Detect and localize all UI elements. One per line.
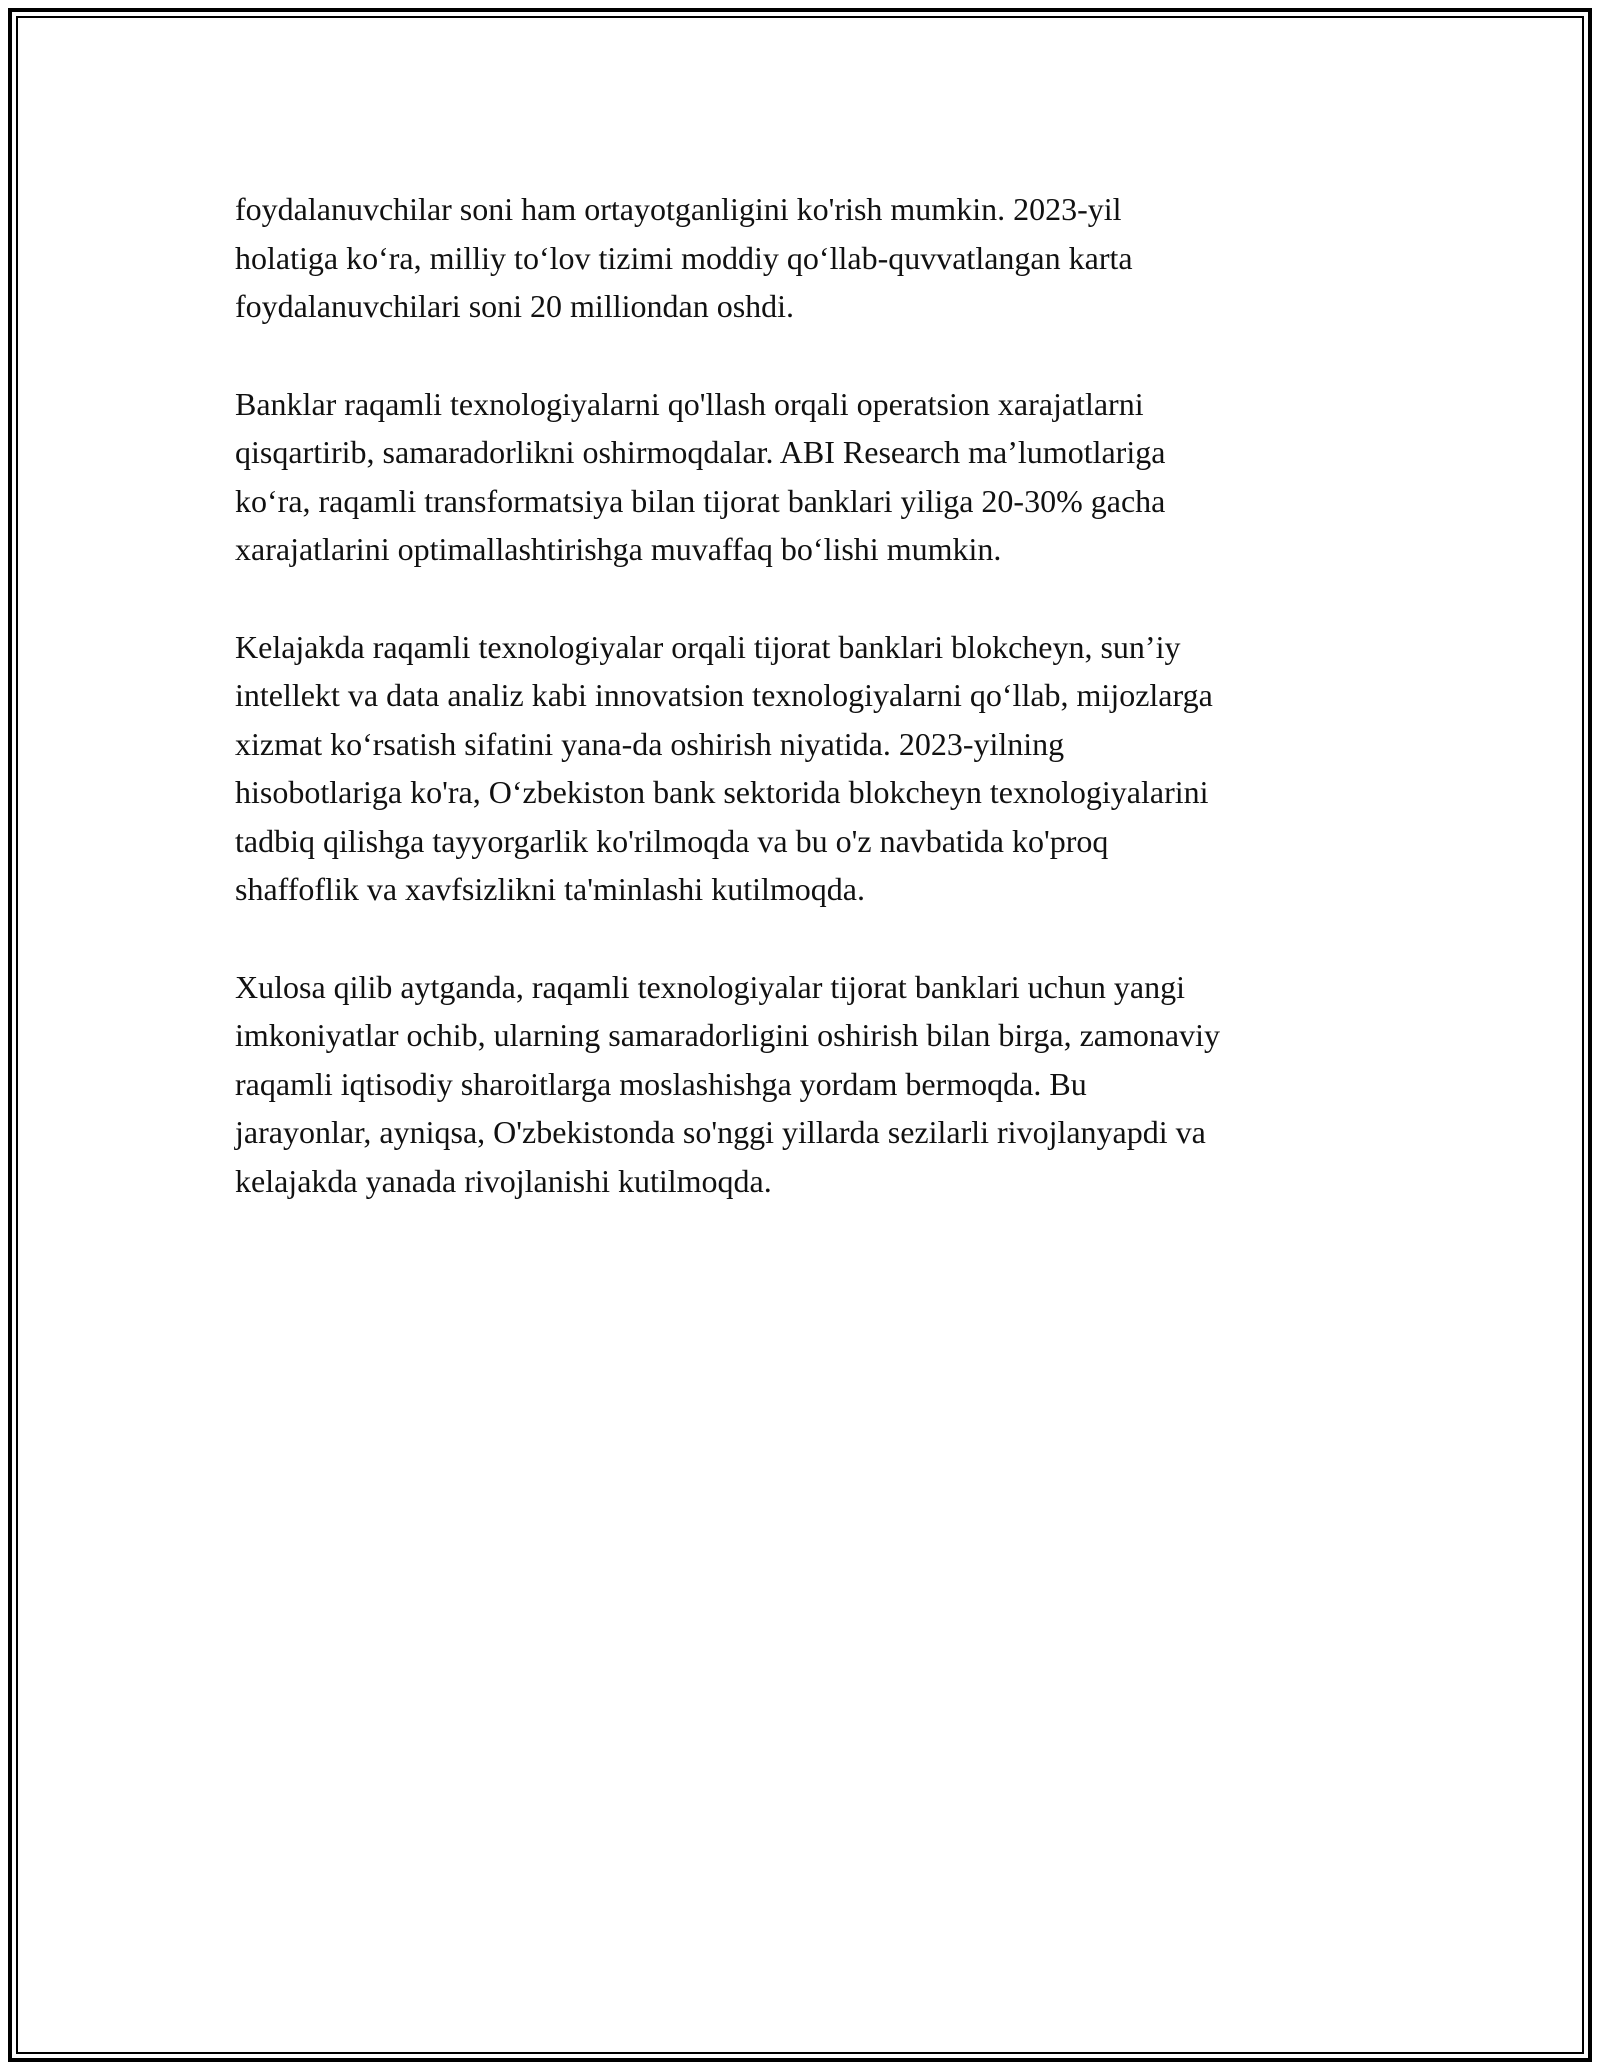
text-line: Kelajakda raqamli texnologiyalar orqali tijorat banklari blokcheyn, sun’iy <box>235 628 1181 665</box>
text-line: qisqartirib, samaradorlikni oshirmoqdalar. ABI Research ma’lumotlariga <box>235 434 1166 470</box>
text-line: xarajatlarini optimallashtirishga muvaffaq bo‘lishi mumkin. <box>235 531 1002 567</box>
text-line: kelajakda yanada rivojlanishi kutilmoqda. <box>235 1162 772 1199</box>
text-line: Xulosa qilib aytganda, raqamli texnologiyalar tijorat banklari uchun yangi <box>235 968 1185 1005</box>
text-line: intellekt va data analiz kabi innovatsion texnologiyalarni qo‘llab, mijozlarga <box>235 677 1213 713</box>
text-line: holatiga ko‘ra, milliy to‘lov tizimi moddiy qo‘llab-quvvatlangan karta <box>235 239 1133 276</box>
text-line: jarayonlar, ayniqsa, O'zbekistonda so'nggi yillarda sezilarli rivojlanyapdi va <box>235 1114 1206 1150</box>
paragraph-3 <box>235 623 1385 914</box>
text-line: foydalanuvchilari soni 20 milliondan oshdi. <box>235 288 795 324</box>
text-line: xizmat ko‘rsatish sifatini yana-da oshirish niyatida. 2023-yilning <box>235 725 1065 762</box>
document-body <box>235 185 1385 1205</box>
text-line: raqamli iqtisodiy sharoitlarga moslashishga yordam bermoqda. Bu <box>235 1065 1087 1102</box>
paragraph-1 <box>235 185 1385 331</box>
text-line: foydalanuvchilar soni ham ortayotganligini ko'rish mumkin. 2023-yil <box>235 191 1122 227</box>
text-line: tadbiq qilishga tayyorgarlik ko'rilmoqda va bu o'z navbatida ko'proq <box>235 822 1109 859</box>
text-line: hisobotlariga ko'ra, O‘zbekiston bank sektorida blokcheyn texnologiyalarini <box>235 774 1209 810</box>
paragraph-2 <box>235 380 1385 574</box>
text-line: Banklar raqamli texnologiyalarni qo'llash orqali operatsion xarajatlarni <box>235 385 1144 422</box>
text-line: ko‘ra, raqamli transformatsiya bilan tijorat banklari yiliga 20-30% gacha <box>235 482 1166 519</box>
paragraph-4 <box>235 963 1385 1206</box>
text-line: shaffoflik va xavfsizlikni ta'minlashi kutilmoqda. <box>235 871 865 907</box>
text-line: imkoniyatlar ochib, ularning samaradorligini oshirish bilan birga, zamonaviy <box>235 1017 1220 1053</box>
